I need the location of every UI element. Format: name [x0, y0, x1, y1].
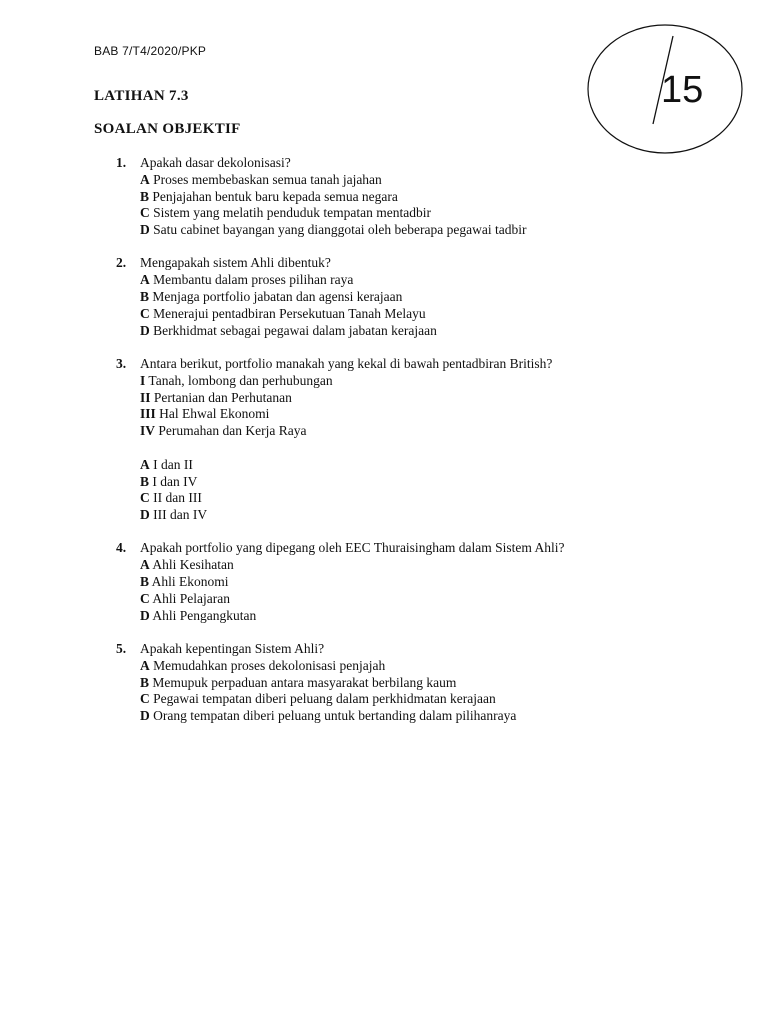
option-text: I dan II	[153, 456, 193, 472]
option-key: C	[140, 205, 150, 221]
option-b[interactable]	[116, 289, 716, 306]
option-text: Sistem yang melatih penduduk tempatan mentadbir	[153, 205, 431, 221]
option-text: Membantu dalam proses pilihan raya	[153, 272, 354, 288]
statement-i	[116, 373, 716, 390]
option-text: Ahli Pengangkutan	[152, 607, 257, 623]
statement-text: Pertanian dan Perhutanan	[153, 389, 292, 405]
question-2	[116, 255, 716, 339]
option-text: III dan IV	[153, 507, 208, 523]
option-c[interactable]	[116, 591, 716, 608]
statement-key: IV	[140, 423, 156, 439]
option-a[interactable]	[116, 557, 716, 574]
option-d[interactable]	[116, 222, 716, 239]
option-text: Pegawai tempatan diberi peluang dalam perkhidmatan kerajaan	[153, 691, 496, 707]
document-code: BAB 7/T4/2020/PKP	[94, 44, 207, 58]
option-text: Menerajui pentadbiran Persekutuan Tanah Melayu	[153, 305, 426, 321]
option-text: Satu cabinet bayangan yang dianggotai oleh beberapa pegawai tadbir	[153, 222, 527, 238]
statement-iii	[116, 406, 716, 423]
option-key: A	[140, 456, 150, 472]
section-title: SOALAN OBJEKTIF	[94, 121, 241, 137]
option-a[interactable]	[116, 658, 716, 675]
option-text: Memupuk perpaduan antara masyarakat berbilang kaum	[152, 674, 457, 690]
option-text: Ahli Kesihatan	[152, 557, 234, 573]
question-list	[116, 155, 716, 741]
option-c[interactable]	[116, 306, 716, 323]
exercise-title: LATIHAN 7.3	[94, 88, 189, 104]
statement-key: III	[140, 406, 156, 422]
question-number: 1.	[116, 155, 127, 170]
option-key: A	[140, 272, 150, 288]
option-text: Proses membebaskan semua tanah jajahan	[153, 171, 382, 187]
option-text: II dan III	[153, 490, 202, 506]
option-key: D	[140, 322, 150, 338]
option-key: B	[140, 574, 150, 590]
option-text: Orang tempatan diberi peluang untuk bertanding dalam pilihanraya	[153, 708, 517, 724]
option-c[interactable]	[116, 691, 716, 708]
question-5	[116, 641, 716, 725]
option-key: A	[140, 657, 150, 673]
option-key: C	[140, 490, 150, 506]
option-d[interactable]	[116, 708, 716, 725]
option-text: I dan IV	[152, 473, 198, 489]
option-key: D	[140, 222, 150, 238]
question-number: 5.	[116, 640, 127, 656]
option-text: Memudahkan proses dekolonisasi penjajah	[153, 657, 386, 673]
option-key: C	[140, 691, 150, 707]
option-b[interactable]	[116, 574, 716, 591]
option-key: A	[140, 171, 150, 187]
option-text: Berkhidmat sebagai pegawai dalam jabatan kerajaan	[153, 322, 437, 338]
statement-ii	[116, 390, 716, 407]
option-text: Ahli Pelajaran	[152, 590, 230, 606]
question-text: Apakah kepentingan Sistem Ahli?	[140, 640, 325, 656]
question-text: Antara berikut, portfolio manakah yang kekal di bawah pentadbiran British?	[140, 355, 553, 371]
statement-iv	[116, 423, 716, 440]
option-key: B	[140, 289, 150, 305]
option-d[interactable]	[116, 507, 716, 524]
option-b[interactable]	[116, 189, 716, 206]
option-key: B	[140, 674, 150, 690]
option-c[interactable]	[116, 205, 716, 222]
option-key: D	[140, 708, 150, 724]
spacer	[116, 440, 716, 457]
question-number: 4.	[116, 540, 127, 556]
option-key: D	[140, 607, 150, 623]
question-text: Mengapakah sistem Ahli dibentuk?	[140, 255, 331, 271]
option-key: B	[140, 188, 150, 204]
option-a[interactable]	[116, 272, 716, 289]
option-key: C	[140, 305, 150, 321]
question-text: Apakah portfolio yang dipegang oleh EEC Thuraisingham dalam Sistem Ahli?	[140, 540, 565, 556]
option-c[interactable]	[116, 490, 716, 507]
option-a[interactable]	[116, 457, 716, 474]
question-1	[116, 155, 716, 239]
option-text: Penjajahan bentuk baru kepada semua negara	[152, 188, 398, 204]
statement-key: I	[140, 372, 146, 388]
question-number: 2.	[116, 255, 127, 271]
statement-text: Tanah, lombong dan perhubungan	[148, 372, 333, 388]
option-a[interactable]	[116, 172, 716, 189]
question-4	[116, 540, 716, 624]
option-key: C	[140, 590, 150, 606]
option-d[interactable]	[116, 323, 716, 340]
option-b[interactable]	[116, 675, 716, 692]
option-b[interactable]	[116, 474, 716, 491]
score-value: 15	[661, 69, 704, 111]
option-text: Menjaga portfolio jabatan dan agensi kerajaan	[152, 289, 403, 305]
statement-text: Perumahan dan Kerja Raya	[158, 423, 307, 439]
option-d[interactable]	[116, 608, 716, 625]
statement-key: II	[140, 389, 151, 405]
option-key: B	[140, 473, 150, 489]
question-number: 3.	[116, 355, 127, 371]
question-text: Apakah dasar dekolonisasi?	[140, 155, 291, 170]
statement-text: Hal Ehwal Ekonomi	[159, 406, 270, 422]
option-key: D	[140, 507, 150, 523]
question-3	[116, 356, 716, 524]
option-text: Ahli Ekonomi	[151, 574, 229, 590]
option-key: A	[140, 557, 150, 573]
